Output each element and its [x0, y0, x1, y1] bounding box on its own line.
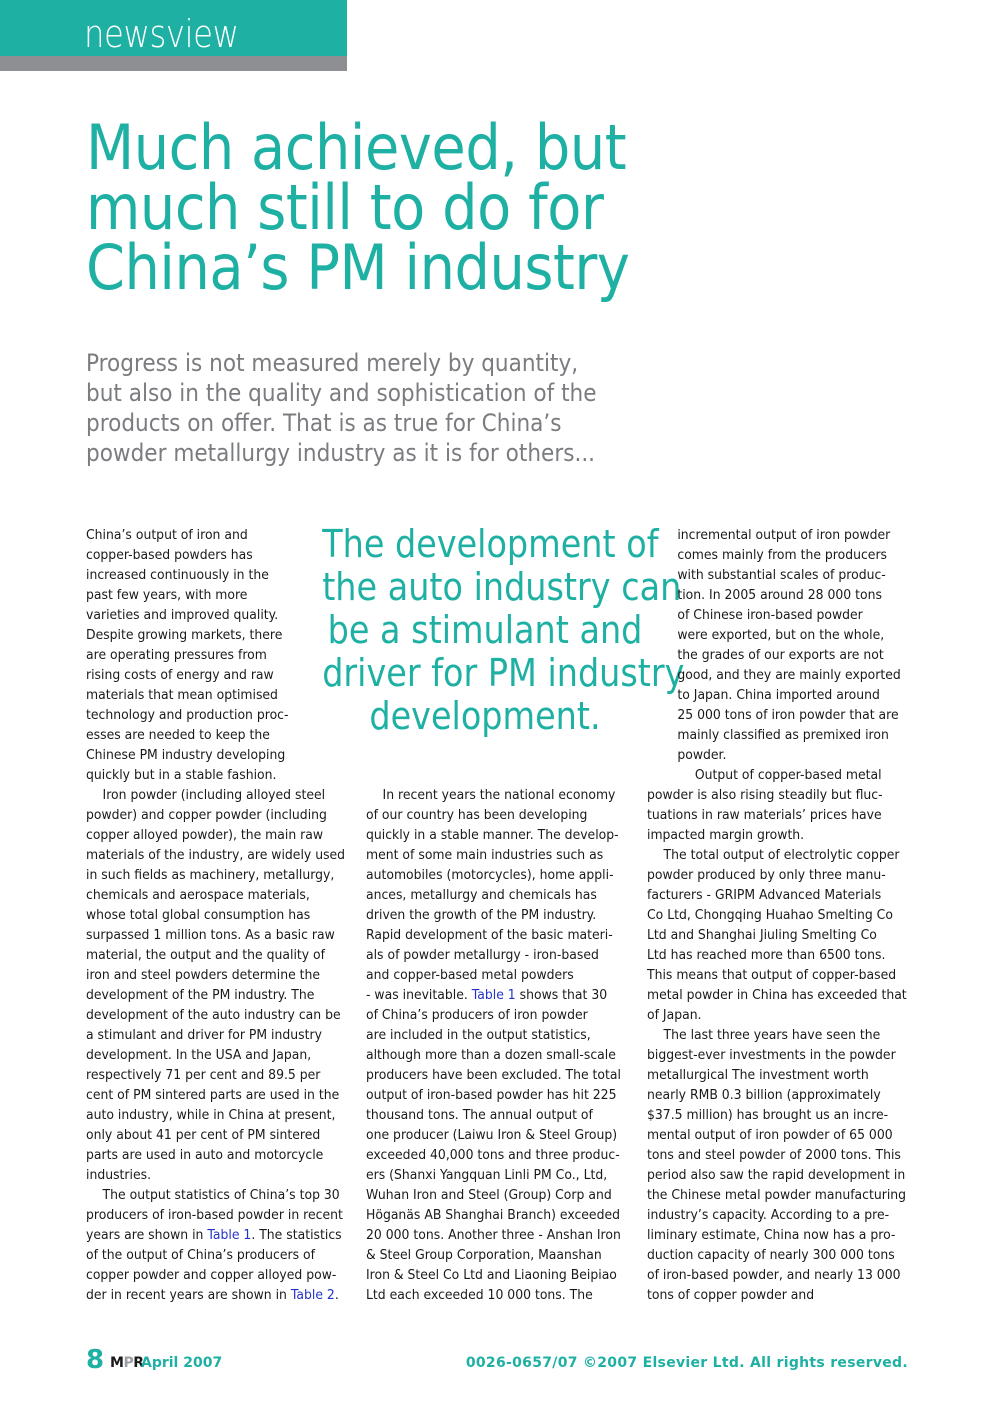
body-text-fragment: . [334, 1287, 339, 1303]
body-text-line: of China’s producers of iron powder [366, 1007, 588, 1023]
page-number: 8 [86, 1345, 105, 1375]
table-reference-link[interactable]: Table 1 [471, 987, 516, 1003]
body-text-line: Rapid development of the basic materi- [366, 927, 613, 943]
body-text-line: Höganäs AB Shanghai Branch) exceeded [366, 1207, 620, 1223]
body-text-line [86, 1285, 339, 1305]
body-text-line: Iron & Steel Co Ltd and Liaoning Beipiao [366, 1267, 617, 1283]
body-text-line: & Steel Group Corporation, Maanshan [366, 1247, 602, 1263]
body-text-line: industries. [86, 1167, 152, 1183]
table-reference-link[interactable]: Table 2 [290, 1287, 335, 1303]
body-text-line: Despite growing markets, there [86, 627, 283, 643]
body-text-line [366, 985, 616, 1005]
body-text-line: whose total global consumption has [86, 907, 311, 923]
body-text-line: material, the output and the quality of [86, 947, 326, 963]
body-text-line: quickly in a stable manner. The develop- [366, 827, 619, 843]
table-reference-link[interactable]: Table 1 [207, 1227, 252, 1243]
body-text-line: exceeded 40,000 tons and three produc- [366, 1147, 620, 1163]
body-text-line: tons and steel powder of 2000 tons. This [647, 1147, 901, 1163]
body-text-line: auto industry, while in China at present, [86, 1107, 336, 1123]
issue-date: April 2007 [141, 1355, 223, 1371]
body-text-line: development of the PM industry. The [86, 987, 315, 1003]
body-text-line: industry’s capacity. According to a pre- [647, 1207, 890, 1223]
body-text-line: powder. [677, 747, 727, 763]
pull-quote-line: The development of [322, 522, 659, 566]
body-text-line: past few years, with more [86, 587, 248, 603]
body-text-line: tuations in raw materials’ prices have [647, 807, 882, 823]
body-text-line: of our country has been developing [366, 807, 588, 823]
body-text-line: comes mainly from the producers [677, 547, 888, 563]
article-standfirst [86, 348, 626, 468]
body-text-line: 20 000 tons. Another three - Anshan Iron [366, 1227, 621, 1243]
article-title-line: China’s PM industry [86, 231, 630, 304]
body-text-line: 25 000 tons of iron powder that are [677, 707, 899, 723]
body-text-line: the Chinese metal powder manufacturing [647, 1187, 907, 1203]
body-text-line: copper alloyed powder), the main raw [86, 827, 324, 843]
body-text-line: are operating pressures from [86, 647, 267, 663]
body-text-line: rising costs of energy and raw [86, 667, 274, 683]
body-text-line: copper-based powders has [86, 547, 253, 563]
body-text-line: metallurgical The investment worth [647, 1067, 869, 1083]
body-text-line: output of iron-based powder has hit 225 [366, 1087, 617, 1103]
body-text-line: facturers - GRIPM Advanced Materials [647, 887, 882, 903]
journal-logo-r: R [133, 1355, 144, 1371]
body-text-line: mental output of iron powder of 65 000 [647, 1127, 893, 1143]
standfirst-line: Progress is not measured merely by quantity, [86, 349, 579, 377]
body-text-line: surpassed 1 million tons. As a basic raw [86, 927, 335, 943]
body-text-line: ers (Shanxi Yangquan Linli PM Co., Ltd, [366, 1167, 608, 1183]
copyright-notice: 0026-0657/07 ©2007 Elsevier Ltd. All rights reserved. [465, 1355, 908, 1371]
body-text-line: quickly but in a stable fashion. [86, 767, 277, 783]
pull-quote [300, 522, 685, 738]
body-text-line: ment of some main industries such as [366, 847, 604, 863]
body-text-line: thousand tons. The annual output of [366, 1107, 593, 1123]
body-text-line: Wuhan Iron and Steel (Group) Corp and [366, 1187, 612, 1203]
body-text-line: good, and they are mainly exported [677, 667, 901, 683]
body-text-line: respectively 71 per cent and 89.5 per [86, 1067, 321, 1083]
body-text-line: The output statistics of China’s top 30 [102, 1187, 340, 1203]
body-text-line: Co Ltd, Chongqing Huahao Smelting Co [647, 907, 893, 923]
journal-logo-m: M [110, 1355, 124, 1371]
body-text-fragment: der in recent years are shown in [86, 1287, 291, 1303]
body-text-line: one producer (Laiwu Iron & Steel Group) [366, 1127, 618, 1143]
body-text-line: biggest-ever investments in the powder [647, 1047, 896, 1063]
body-text-line: materials of the industry, are widely used [86, 847, 346, 863]
body-text-line: chemicals and aerospace materials, [86, 887, 310, 903]
body-text-line: Iron powder (including alloyed steel [102, 787, 326, 803]
body-text-line: a stimulant and driver for PM industry [86, 1027, 322, 1043]
body-text-line: Ltd and Shanghai Jiuling Smelting Co [647, 927, 877, 943]
body-text-line: development of the auto industry can be [86, 1007, 341, 1023]
section-header-bar [0, 56, 347, 71]
body-text-line: This means that output of copper-based [647, 967, 897, 983]
body-column-3 [647, 525, 919, 1305]
body-text-line: increased continuously in the [86, 567, 269, 583]
body-text-line: the grades of our exports are not [677, 647, 884, 663]
body-text-line: technology and production proc- [86, 707, 289, 723]
pull-quote-line: development. [369, 694, 601, 738]
journal-logo-p: P [123, 1355, 134, 1371]
body-text-line: in such fields as machinery, metallurgy, [86, 867, 335, 883]
body-text-line: Ltd has reached more than 6500 tons. [647, 947, 886, 963]
pull-quote-line: the auto industry can [322, 565, 682, 609]
body-text-line: powder) and copper powder (including [86, 807, 327, 823]
body-text-line: to Japan. China imported around [677, 687, 880, 703]
body-text-line: Output of copper-based metal [694, 767, 882, 783]
page-footer [86, 1343, 908, 1377]
journal-logo [110, 1353, 143, 1373]
body-text-line: ances, metallurgy and chemicals has [366, 887, 597, 903]
body-text-line: The total output of electrolytic copper [663, 847, 900, 863]
body-text-line: although more than a dozen small-scale [366, 1047, 616, 1063]
body-text-line: incremental output of iron powder [677, 527, 891, 543]
body-text-line: development. In the USA and Japan, [86, 1047, 312, 1063]
article-title-line: Much achieved, but [86, 111, 627, 184]
body-text-line: powder is also rising steadily but fluc- [647, 787, 883, 803]
body-text-fragment: shows that 30 [515, 987, 608, 1003]
standfirst-line: but also in the quality and sophistication of the [86, 379, 597, 407]
body-text-line: als of powder metallurgy - iron-based [366, 947, 599, 963]
body-text-line: automobiles (motorcycles), home appli- [366, 867, 614, 883]
body-text-line: of iron-based powder, and nearly 13 000 [647, 1267, 901, 1283]
section-label: newsview [84, 12, 239, 56]
section-header-tab [0, 0, 347, 56]
body-text-line: duction capacity of nearly 300 000 tons [647, 1247, 895, 1263]
body-text-line: China’s output of iron and [86, 527, 248, 543]
body-text-line: Chinese PM industry developing [86, 747, 286, 763]
body-text-line: with substantial scales of produc- [677, 567, 886, 583]
body-text-line: tons of copper powder and [647, 1287, 815, 1303]
body-column-2 [366, 785, 638, 1305]
body-text-line: esses are needed to keep the [86, 727, 270, 743]
body-text-line: of the output of China’s producers of [86, 1247, 315, 1263]
body-text-line: iron and steel powders determine the [86, 967, 321, 983]
body-text-fragment: years are shown in [86, 1227, 208, 1243]
body-text-line: varieties and improved quality. [86, 607, 279, 623]
body-text-line: copper powder and copper alloyed pow- [86, 1267, 337, 1283]
body-text-line: impacted margin growth. [647, 827, 805, 843]
body-text-line: only about 41 per cent of PM sintered [86, 1127, 321, 1143]
body-text-line: mainly classified as premixed iron [677, 727, 889, 743]
body-text-line: were exported, but on the whole, [677, 627, 885, 643]
body-text-line: period also saw the rapid development in [647, 1167, 906, 1183]
body-text-line: liminary estimate, China now has a pro- [647, 1227, 896, 1243]
body-text-line: of Japan. [647, 1007, 702, 1023]
body-text-line: are included in the output statistics, [366, 1027, 591, 1043]
body-text-line: Ltd each exceeded 10 000 tons. The [366, 1287, 593, 1303]
article-title-line: much still to do for [86, 171, 604, 244]
body-text-line: nearly RMB 0.3 billion (approximately [647, 1087, 881, 1103]
body-text-fragment: . The statistics [251, 1227, 342, 1243]
body-text-line: driven the growth of the PM industry. [366, 907, 597, 923]
body-text-line: In recent years the national economy [382, 787, 616, 803]
standfirst-line: products on offer. That is as true for China’s [86, 409, 562, 437]
standfirst-line: powder metallurgy industry as it is for others... [86, 439, 596, 467]
pull-quote-line: driver for PM industry [322, 651, 685, 695]
body-text-line: of Chinese iron-based powder [677, 607, 863, 623]
body-text-line: The last three years have seen the [663, 1027, 881, 1043]
pull-quote-line: be a stimulant and [327, 608, 643, 652]
article-title [86, 111, 680, 304]
body-text-line: materials that mean optimised [86, 687, 278, 703]
body-text-line: metal powder in China has exceeded that [647, 987, 907, 1003]
body-text-line: powder produced by only three manu- [647, 867, 886, 883]
body-text-line: cent of PM sintered parts are used in the [86, 1087, 340, 1103]
body-text-line: and copper-based metal powders [366, 967, 574, 983]
body-text-fragment: - was inevitable. [366, 987, 472, 1003]
body-text-line: tion. In 2005 around 28 000 tons [677, 587, 882, 603]
body-text-line: $37.5 million) has brought us an incre- [647, 1107, 889, 1123]
body-text-line: producers have been excluded. The total [366, 1067, 621, 1083]
body-text-line: producers of iron-based powder in recent [86, 1207, 343, 1223]
body-text-line [86, 1225, 342, 1245]
body-text-line: parts are used in auto and motorcycle [86, 1147, 324, 1163]
